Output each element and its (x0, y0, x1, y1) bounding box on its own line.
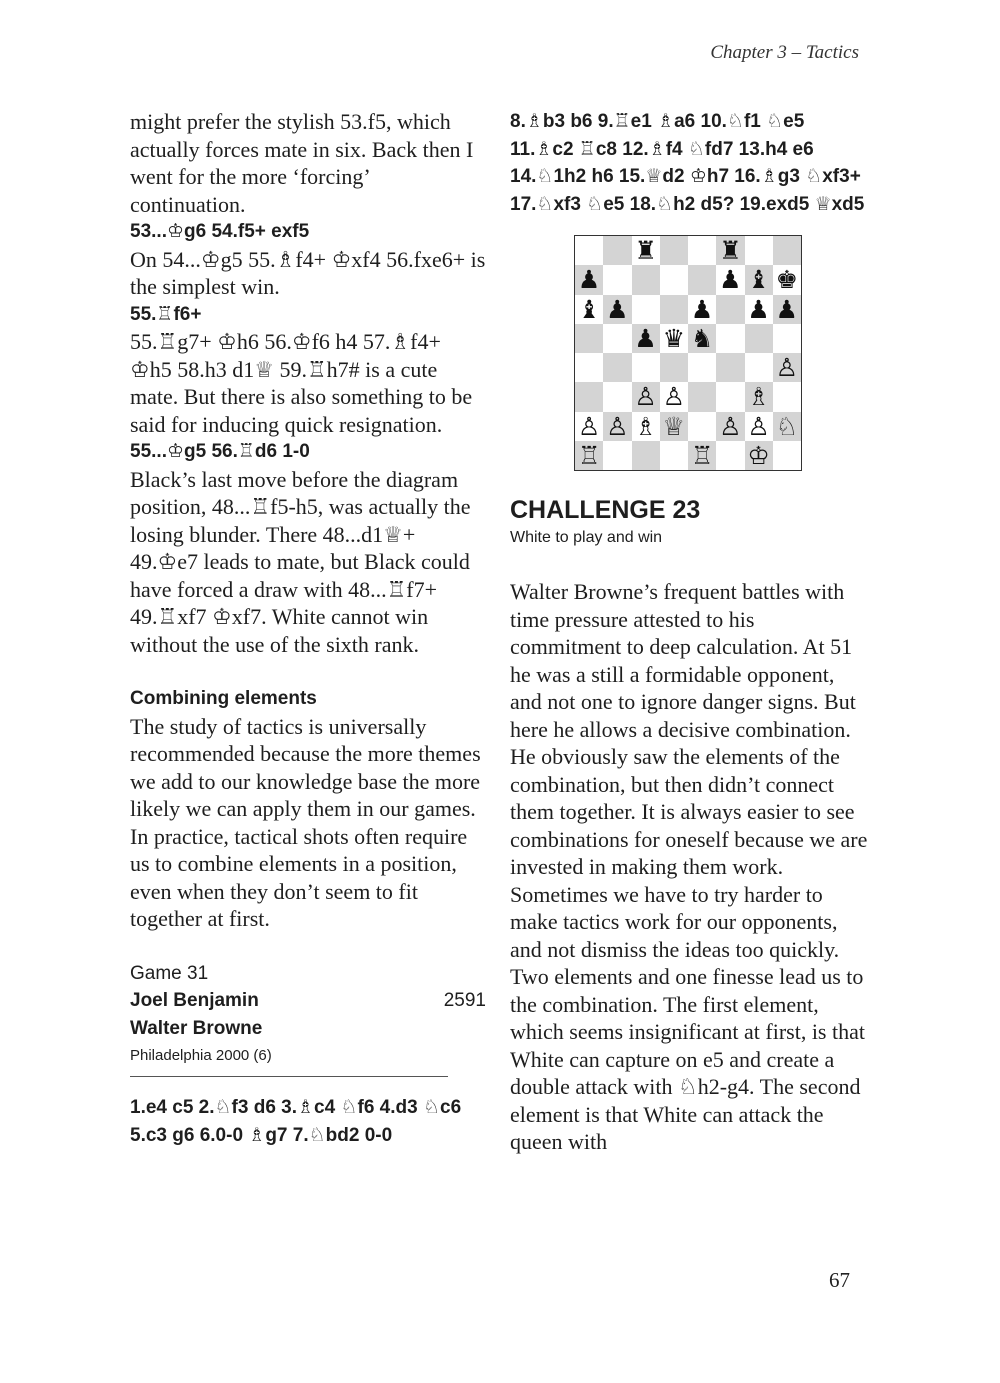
square-a2: ♙ (575, 412, 603, 441)
chess-board (574, 235, 802, 471)
square-e3 (688, 382, 716, 411)
move-line: 53...♔g6 54.f5+ exf5 (130, 221, 310, 242)
square-d3: ♙ (660, 382, 688, 411)
square-c3: ♙ (632, 382, 660, 411)
left-column (130, 108, 486, 1149)
square-h5 (773, 324, 801, 353)
right-column (510, 108, 870, 1156)
white-player-row (130, 987, 486, 1015)
square-g1: ♔ (745, 441, 773, 470)
square-g7: ♝ (745, 265, 773, 294)
paragraph: Walter Browne’s frequent battles with time pressure attested to his commitment to deep calculation. At 51 he was a still a formidable opponent, and not one to ignore danger signs. But here he allows a decisive combination. He obviously saw the elements of the combination, but then didn’t connect them together. It is always easier to see combinations for oneself because we are invested in making them work. Sometimes we have to try harder to make tactics work for our opponents, and not dismiss the ideas too quickly. (510, 579, 868, 962)
square-a6: ♝ (575, 295, 603, 324)
square-h4: ♙ (773, 353, 801, 382)
square-e6: ♟ (688, 295, 716, 324)
paragraph: might prefer the stylish 53.f5, which actually forces mate in six. Back then I went for the more ‘forcing’ continuation. (130, 109, 474, 217)
square-b2: ♙ (603, 412, 631, 441)
white-player-name: Joel Benjamin (130, 990, 259, 1011)
challenge-title: CHALLENGE 23 (510, 496, 701, 524)
white-player-rating: 2591 (443, 990, 486, 1011)
paragraph: 55.♖g7+ ♔h6 56.♔f6 h4 57.♗f4+ ♔h5 58.h3 d1♕ 59.♖h7# is a cute mate. But there is also something to be said for inducing quick resignation. (130, 329, 473, 437)
square-e2 (688, 412, 716, 441)
square-a8 (575, 236, 603, 265)
square-f2: ♙ (716, 412, 744, 441)
square-b3 (603, 382, 631, 411)
move-line: 55...♔g5 56.♖d6 1-0 (130, 441, 310, 462)
square-c6 (632, 295, 660, 324)
square-f5 (716, 324, 744, 353)
square-a3 (575, 382, 603, 411)
square-b4 (603, 353, 631, 382)
square-c8: ♜ (632, 236, 660, 265)
square-c1 (632, 441, 660, 470)
move-line: 8.♗b3 b6 9.♖e1 ♗a6 10.♘f1 ♘e5 11.♗c2 ♖c8 12.♗f4 ♘fd7 13.h4 e6 14.♘1h2 h6 15.♕d2 ♔h7 16.♗g3 ♘xf3+ 17.♘xf3 ♘e5 18.♘h2 d5? 19.exd5 ♕xd5 (510, 111, 865, 215)
square-b8 (603, 236, 631, 265)
square-d2: ♕ (660, 412, 688, 441)
game-label: Game 31 (130, 962, 209, 984)
paragraph: On 54...♔g5 55.♗f4+ ♔xf4 56.fxe6+ is the simplest win. (130, 246, 486, 299)
square-g4 (745, 353, 773, 382)
square-f4 (716, 353, 744, 382)
move-line: 1.e4 c5 2.♘f3 d6 3.♗c4 ♘f6 4.d3 ♘c6 5.c3 g6 6.0-0 ♗g7 7.♘bd2 0-0 (130, 1097, 462, 1146)
square-a5 (575, 324, 603, 353)
square-h2: ♘ (773, 412, 801, 441)
square-f8: ♜ (716, 236, 744, 265)
square-g6: ♟ (745, 295, 773, 324)
section-heading: Combining elements (130, 688, 317, 709)
move-line: 55.♖f6+ (130, 303, 202, 325)
square-a1: ♖ (575, 441, 603, 470)
square-d4 (660, 353, 688, 382)
square-d8 (660, 236, 688, 265)
square-b5 (603, 324, 631, 353)
square-c4 (632, 353, 660, 382)
paragraph: The study of tactics is universally recommended because the more themes we add to our knowledge base the more likely we can apply them in our games. In practice, tactical shots often require us to combine elements in a position, even when they don’t seem to fit together at first. (130, 713, 481, 931)
square-e8 (688, 236, 716, 265)
square-d1 (660, 441, 688, 470)
square-b6: ♟ (603, 295, 631, 324)
square-d5: ♛ (660, 324, 688, 353)
square-g3: ♗ (745, 382, 773, 411)
square-f7: ♟ (716, 265, 744, 294)
black-player-row (130, 1015, 486, 1043)
square-e4 (688, 353, 716, 382)
square-h8 (773, 236, 801, 265)
square-f3 (716, 382, 744, 411)
square-c7 (632, 265, 660, 294)
square-g2: ♙ (745, 412, 773, 441)
square-e1: ♖ (688, 441, 716, 470)
square-b1 (603, 441, 631, 470)
chess-diagram (574, 235, 802, 471)
square-h1 (773, 441, 801, 470)
square-h7: ♚ (773, 265, 801, 294)
square-a7: ♟ (575, 265, 603, 294)
black-player-name: Walter Browne (130, 1017, 263, 1039)
page-number: 67 (829, 1268, 850, 1292)
square-c5: ♟ (632, 324, 660, 353)
square-e7 (688, 265, 716, 294)
paragraph: Two elements and one finesse lead us to the combination. The first element, which seems insignificant at first, is that White can capture on e5 and create a double attack with ♘h2-g4. The second element is that White can attack the queen with (510, 964, 865, 1154)
square-b7 (603, 265, 631, 294)
square-g5 (745, 324, 773, 353)
square-c2: ♗ (632, 412, 660, 441)
running-header: Chapter 3 – Tactics (710, 42, 859, 63)
square-f6 (716, 295, 744, 324)
challenge-subtitle: White to play and win (510, 529, 663, 546)
divider (130, 1076, 448, 1077)
square-h6: ♟ (773, 295, 801, 324)
game-venue: Philadelphia 2000 (6) (130, 1047, 272, 1064)
square-h3 (773, 382, 801, 411)
square-g8 (745, 236, 773, 265)
square-a4 (575, 353, 603, 382)
square-f1 (716, 441, 744, 470)
square-d7 (660, 265, 688, 294)
paragraph: Black’s last move before the diagram position, 48...♖f5-h5, was actually the losing blunder. There 48...d1♕+ 49.♔e7 leads to mate, but Black could have forced a draw with 48...♖f7+ 49.♖xf7 ♔xf7. White cannot win without the use of the sixth rank. (130, 466, 471, 657)
square-e5: ♞ (688, 324, 716, 353)
square-d6 (660, 295, 688, 324)
